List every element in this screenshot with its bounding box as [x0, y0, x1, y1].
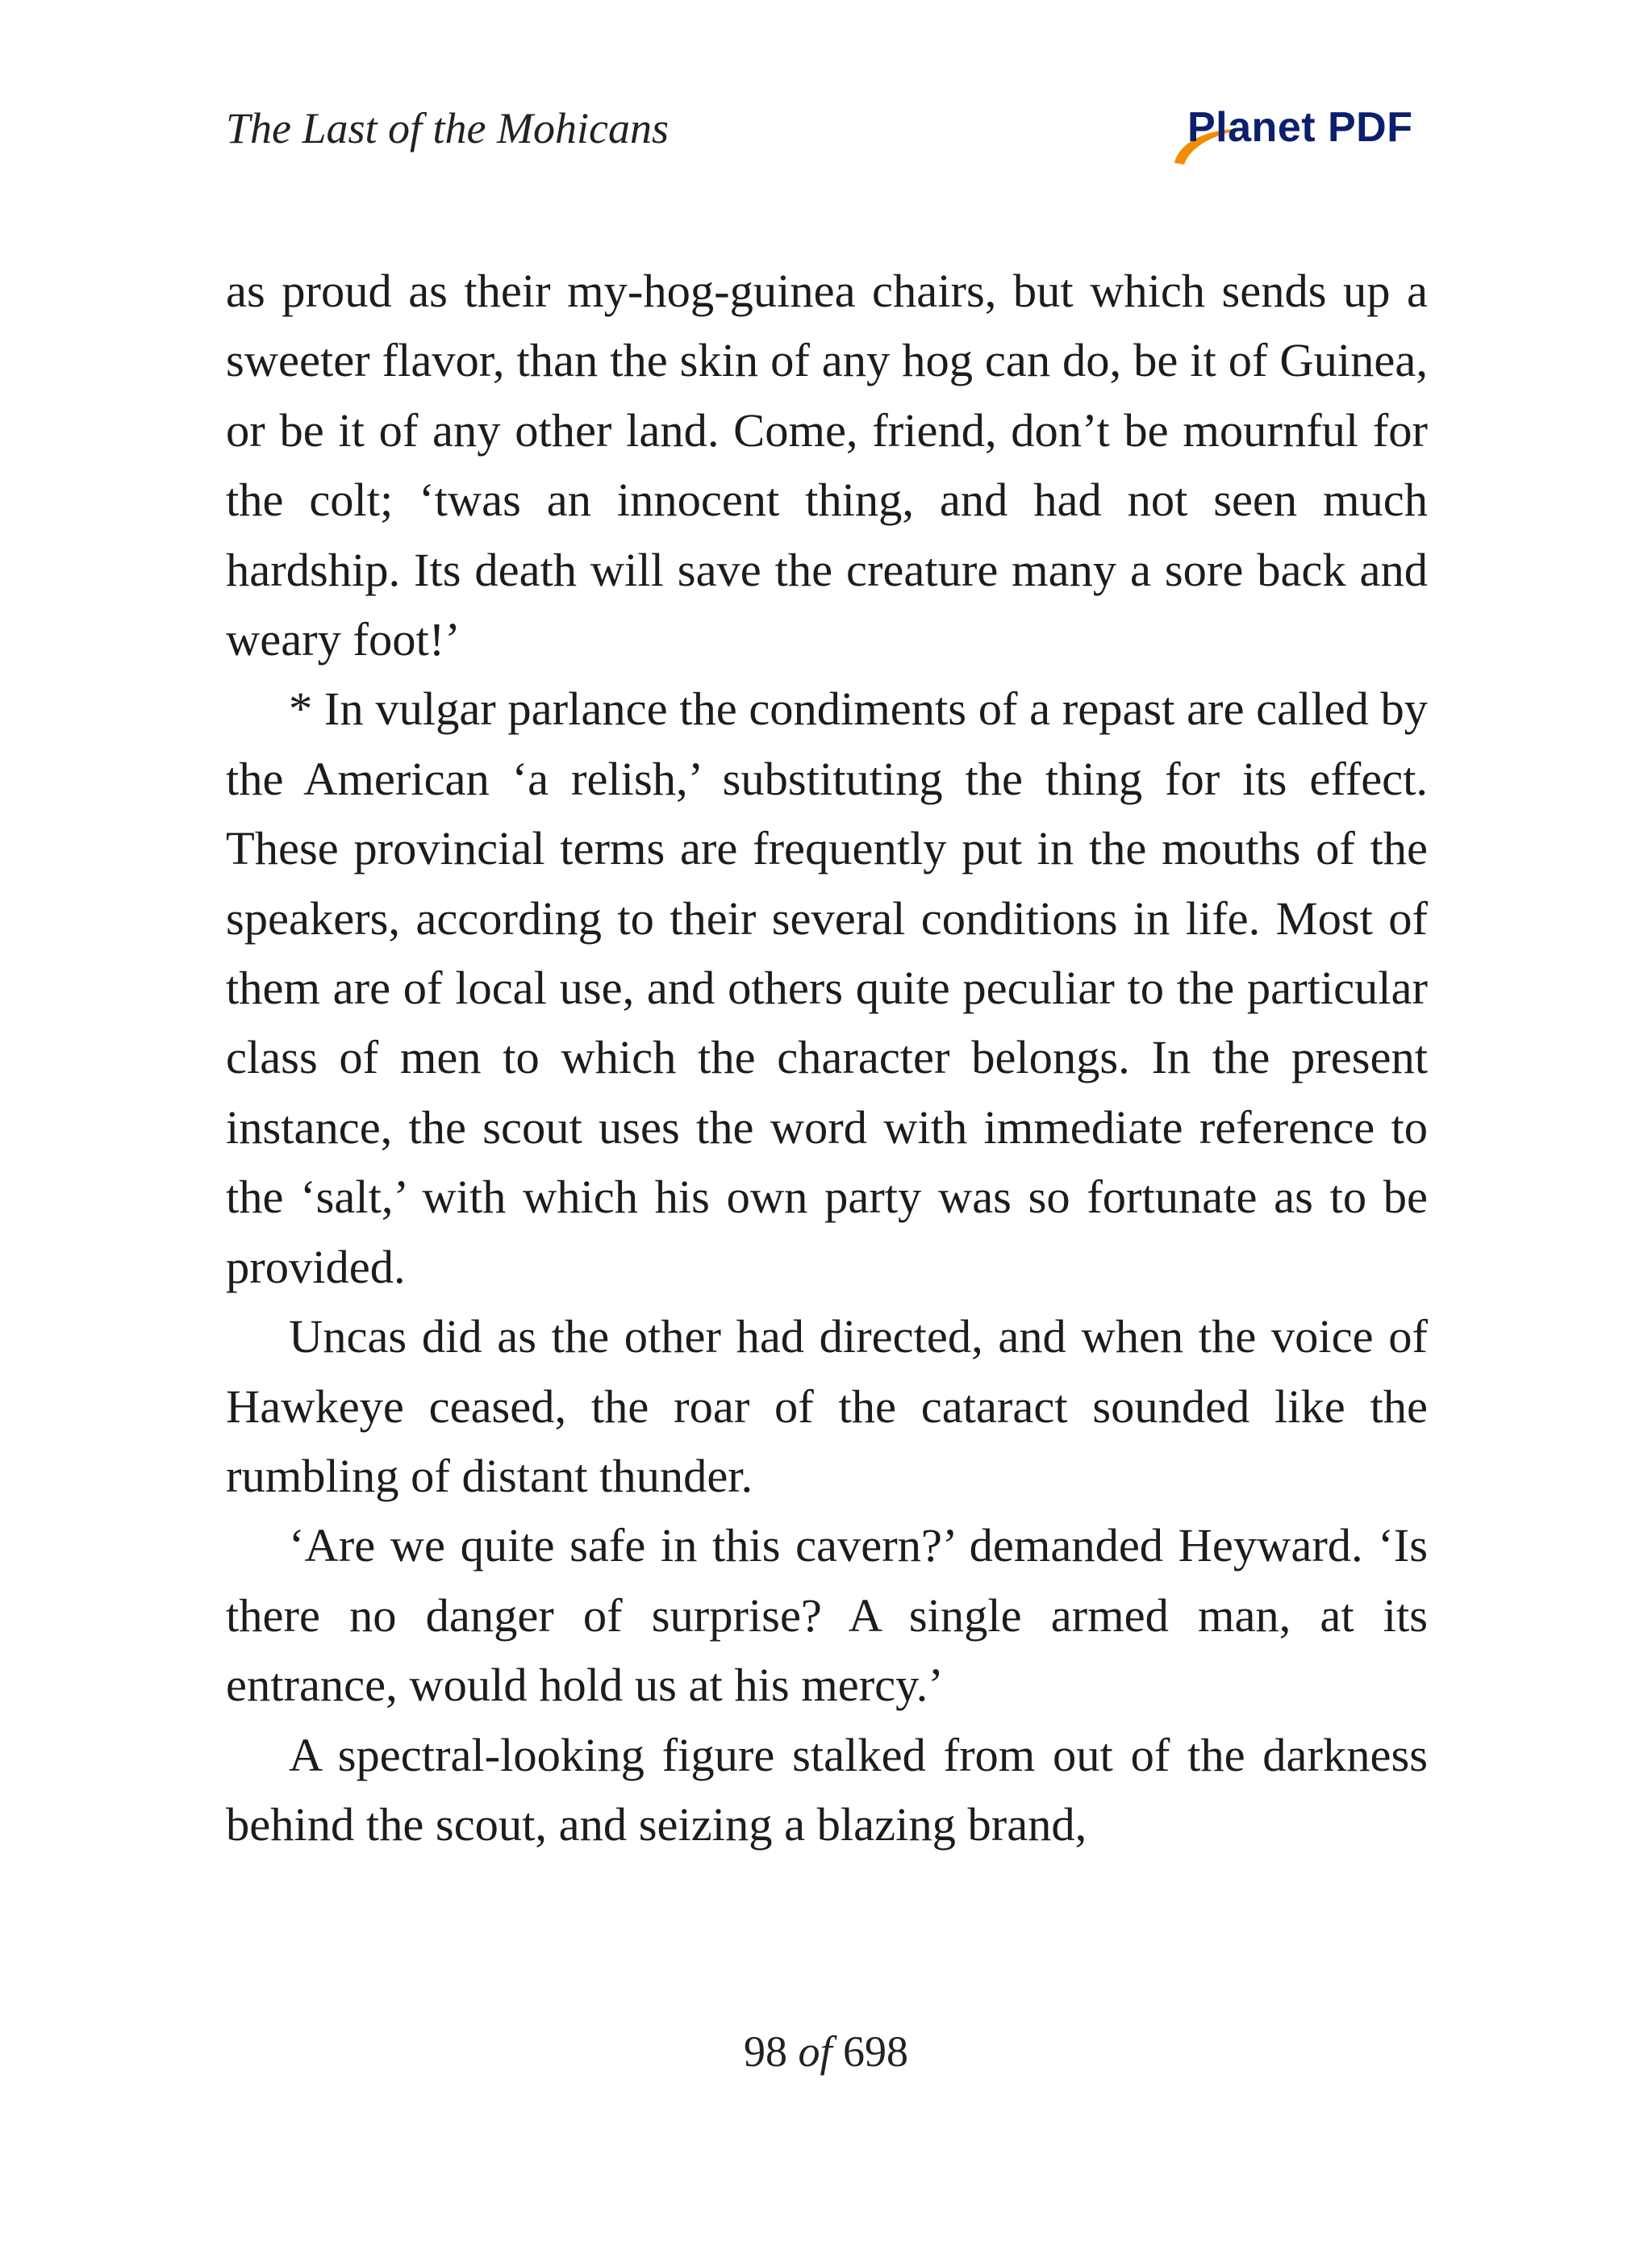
paragraph: A spectral-looking figure stalked from out of the darkness behind the scout, and seizing a blazing brand,	[226, 1728, 1428, 1851]
page-number	[0, 2027, 1652, 2077]
paragraph: Uncas did as the other had directed, and when the voice of Hawkeye ceased, the roar of the cataract sounded like the rumbling of distant thunder.	[226, 1310, 1428, 1502]
paragraph: as proud as their my-hog-guinea chairs, but which sends up a sweeter flavor, than the skin of any hog can do, be it of Guinea, or be it of any other land. Come, friend, don’t be mournful for the colt; ‘twas an innocent thing, and had not seen much hardship. Its death will save the creature many a sore back and weary foot!’	[226, 265, 1428, 666]
total-pages: 698	[843, 2027, 908, 2076]
planet-pdf-logo	[1170, 103, 1436, 165]
current-page: 98	[743, 2027, 787, 2076]
page-body	[226, 257, 1428, 1860]
footnote-paragraph: * In vulgar parlance the condiments of a repast are called by the American ‘a relish,’ substituting the thing for its effect. These provincial terms are frequently put in the mouths of the speakers, according to their several conditions in life. Most of them are of local use, and others quite peculiar to the particular class of men to which the character belongs. In the present instance, the scout uses the word with immediate reference to the ‘salt,’ with which his own party was so fortunate as to be provided.	[226, 682, 1428, 1293]
logo-text: Planet PDF	[1187, 104, 1413, 151]
book-title: The Last of the Mohicans	[226, 104, 669, 152]
paragraph: ‘Are we quite safe in this cavern?’ demanded Heyward. ‘Is there no danger of surprise? A single armed man, at its entrance, would hold us at his mercy.’	[226, 1519, 1428, 1712]
page-of-word: of	[798, 2027, 832, 2076]
